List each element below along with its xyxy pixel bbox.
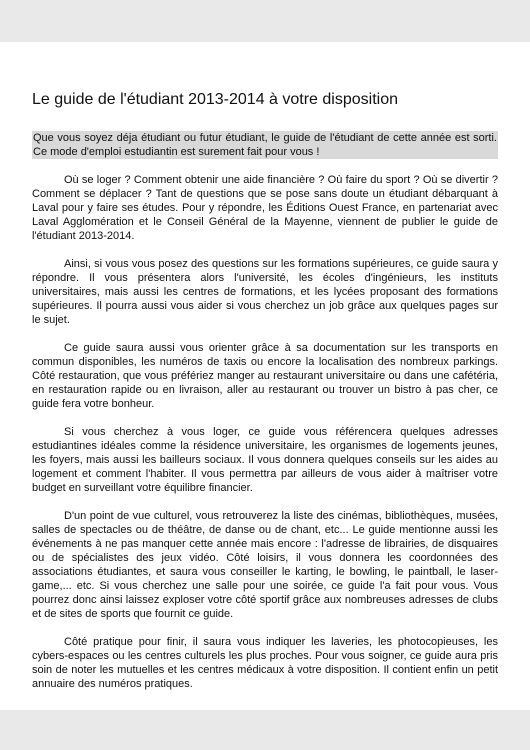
paragraph-formations: Ainsi, si vous vous posez des questions sur les formations supérieures, ce guide saura y répondre. Il vous présentera alors l'université, les écoles d'ingénieurs, les instituts universitaires, mais aussi les centres de formations, et les lycées proposant des formations supérieures. Il pourra aussi vous aider si vous cherchez un job grâce aux quelques pages sur le sujet. <box>32 258 498 326</box>
paragraph-questions: Où se loger ? Comment obtenir une aide financière ? Où faire du sport ? Où se divertir ? Comment se déplacer ? Tant de questions que se pose sans doute un étudiant débarquant à Laval pour y faire ses études. Pour y répondre, les Éditions Ouest France, en partenariat avec Laval Agglomération et le Conseil Général de la Mayenne, viennent de publier le guide de l'étudiant 2013-2014. <box>32 174 498 242</box>
paragraph-logement: Si vous cherchez à vous loger, ce guide vous référencera quelques adresses estudiantines idéales comme la résidence universitaire, les organismes de logements jeunes, les foyers, mais aussi les bailleurs sociaux. Il vous donnera quelques conseils sur les aides au logement et comment l'habiter. Il vous permettra par ailleurs de vous aider à maîtriser votre budget en surveillant votre équilibre financier. <box>32 426 498 494</box>
page-title: Le guide de l'étudiant 2013-2014 à votre disposition <box>32 91 398 108</box>
viewer-top-band <box>0 0 530 42</box>
paragraph-transports: Ce guide saura aussi vous orienter grâce à sa documentation sur les transports en commun disponibles, les numéros de taxis ou encore la localisation des nombreux parkings. Côté restauration, que vous préfériez manger au restaurant universitaire ou dans une cafétéria, en restauration rapide ou en livraison, aller au restaurant ou trouver un bistro à pas cher, ce guide fera votre bonheur. <box>32 342 498 410</box>
paragraph-culture: D'un point de vue culturel, vous retrouverez la liste des cinémas, bibliothèques, musées, salles de spectacles ou de théâtre, de danse ou de chant, etc... Le guide mentionne aussi les événements à ne pas manquer cette année mais encore : l'adresse de librairies, de disquaires ou de spécialistes des jeux vidéo. Côté loisirs, il vous donnera les coordonnées des associations étudiantes, et saura vous conseiller le karting, le bowling, le paintball, le laser-game,... etc. Si vous cherchez une salle pour une soirée, ce guide l'a fait pour vous. Vous pourrez donc ainsi laissez exploser votre côté sportif grâce aux nombreuses adresses de clubs et de sites de sports que fournit ce guide. <box>32 510 498 620</box>
document-page <box>32 90 498 705</box>
paragraph-pratique: Côté pratique pour finir, il saura vous indiquer les laveries, les photocopieuses, les cybers-espaces ou les centres culturels les plus proches. Pour vous soigner, ce guide aura pris soin de noter les mutuelles et les centres médicaux à votre disposition. Il contient enfin un petit annuaire des numéros pratiques. <box>32 636 498 690</box>
viewer-bottom-band <box>0 710 530 750</box>
intro-highlight: Que vous soyez déja étudiant ou futur étudiant, le guide de l'étudiant de cette année est sorti. Ce mode d'emploi estudiantin est surement fait pour vous ! <box>33 132 497 158</box>
